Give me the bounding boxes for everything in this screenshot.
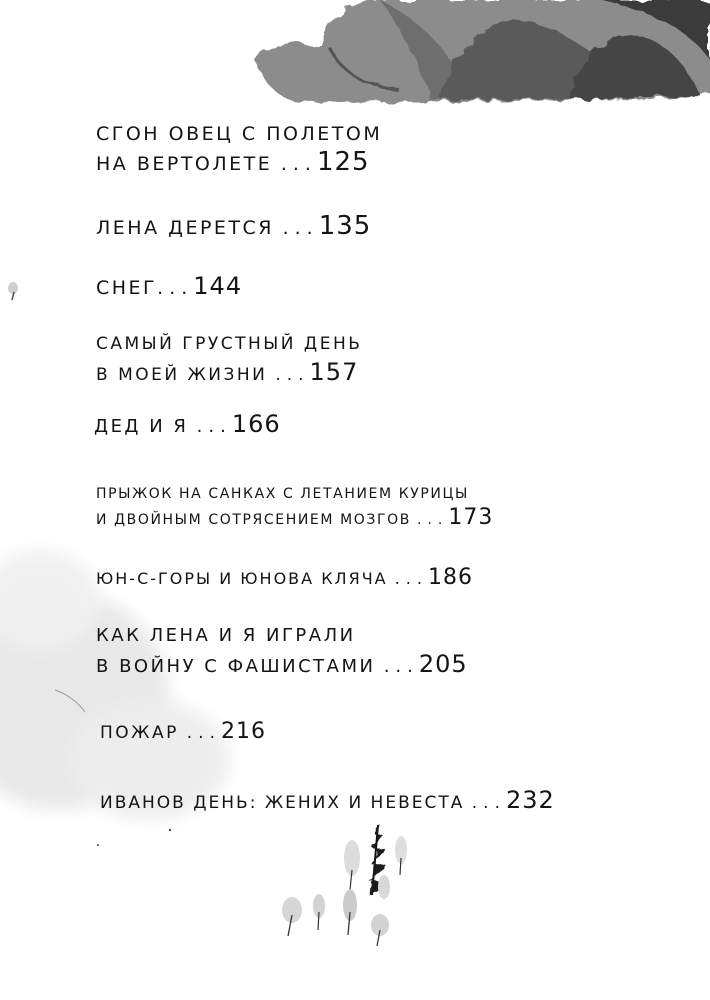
- toc-entry-title: ЛЕНА ДЕРЕТСЯ ...135: [96, 211, 372, 241]
- page-number: 144: [193, 272, 243, 300]
- toc-entry: [100, 786, 555, 817]
- toc-entry: [96, 564, 473, 593]
- toc-entry-title: СНЕГ...144: [96, 272, 243, 300]
- page-number: 232: [506, 786, 555, 814]
- toc-entry-title: В ВОЙНУ С ФАШИСТАМИ ...205: [96, 650, 468, 678]
- toc-entry-title: ПОЖАР ...216: [100, 719, 266, 744]
- toc-entry-title: КАК ЛЕНА И Я ИГРАЛИ: [96, 625, 356, 646]
- page-number: 125: [316, 147, 370, 177]
- toc-entry-title: ДЕД И Я ...166: [94, 410, 281, 438]
- toc-entry-title: В МОЕЙ ЖИЗНИ ...157: [96, 358, 359, 386]
- toc-entry: [96, 120, 382, 178]
- page-number: 216: [220, 719, 266, 744]
- toc-entry-title: САМЫЙ ГРУСТНЫЙ ДЕНЬ: [96, 334, 363, 354]
- toc-entry-title: И ДВОЙНЫМ СОТРЯСЕНИЕМ МОЗГОВ ...173: [96, 505, 494, 530]
- toc-entry: [96, 482, 493, 532]
- toc-entry-title: ИВАНОВ ДЕНЬ: ЖЕНИХ И НЕВЕСТА ...232: [100, 786, 555, 814]
- toc-entry-title: ЮН-С-ГОРЫ И ЮНОВА КЛЯЧА ...186: [96, 565, 473, 590]
- page-number: 205: [418, 650, 468, 678]
- page-number: 186: [427, 565, 473, 590]
- page-number: 166: [231, 410, 281, 438]
- toc-entry: [96, 330, 362, 389]
- toc-entry: [94, 410, 281, 441]
- toc-entry: [96, 212, 371, 242]
- toc-entry: [100, 718, 266, 747]
- toc-entry-title: СГОН ОВЕЦ С ПОЛЕТОМ: [96, 123, 383, 145]
- toc-entry-title: ПРЫЖОК НА САНКАХ С ЛЕТАНИЕМ КУРИЦЫ: [96, 486, 469, 502]
- toc-entry: [96, 272, 242, 302]
- page-number: 173: [448, 505, 494, 530]
- toc-entry: [96, 622, 468, 681]
- page-number: 135: [318, 211, 372, 241]
- toc-entry-title: НА ВЕРТОЛЕТЕ ...125: [96, 147, 370, 177]
- page-number: 157: [309, 358, 359, 386]
